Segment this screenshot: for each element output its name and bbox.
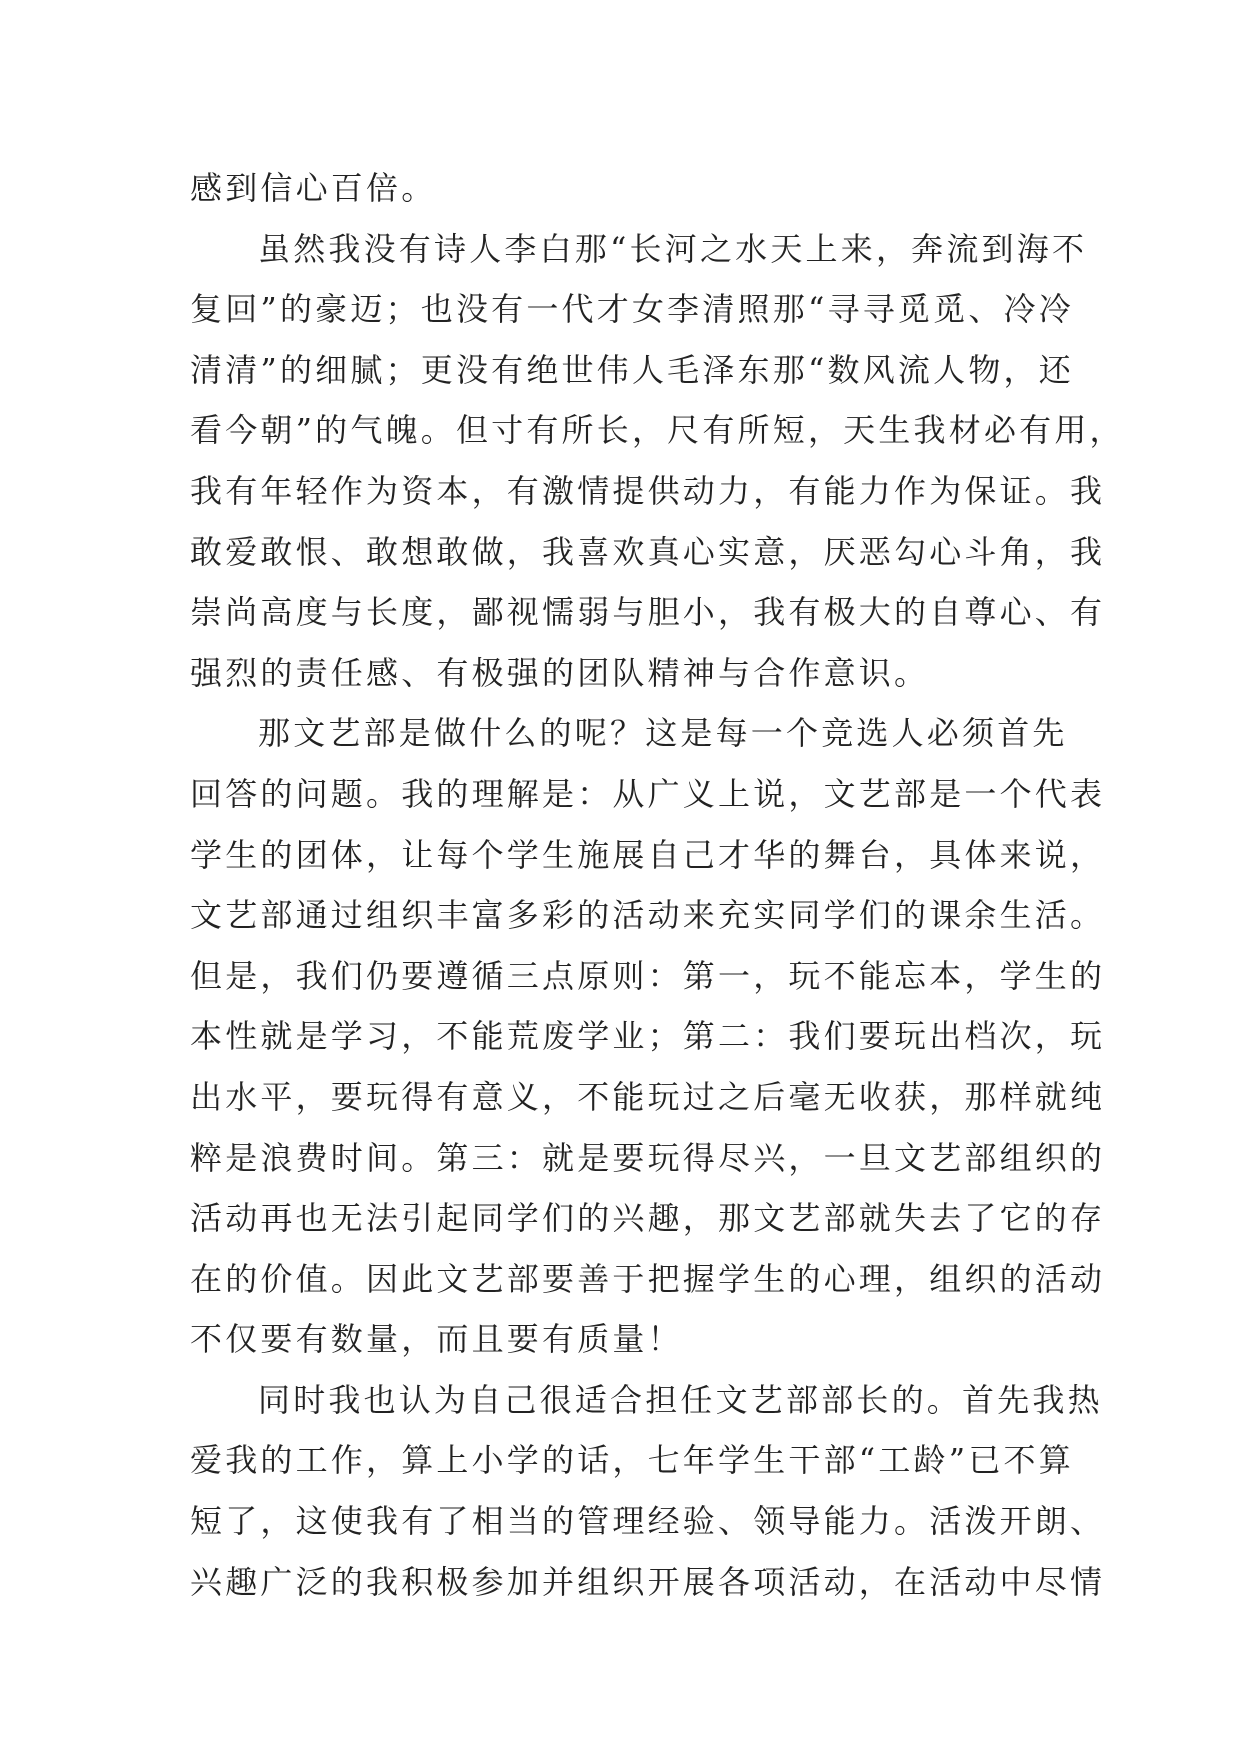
text-line: 短了，这使我有了相当的管理经验、领导能力。活泼开朗、: [190, 1502, 1106, 1541]
text-line: 那文艺部是做什么的呢？这是每一个竞选人必须首先: [258, 714, 1068, 753]
text-line: 崇尚高度与长度，鄙视懦弱与胆小，我有极大的自尊心、有: [190, 593, 1106, 632]
text-line: 学生的团体，让每个学生施展自己才华的舞台，具体来说，: [190, 835, 1106, 874]
text-line: 清清”的细腻；更没有绝世伟人毛泽东那“数风流人物，还: [190, 350, 1074, 389]
text-line: 回答的问题。我的理解是：从广义上说，文艺部是一个代表: [190, 774, 1106, 813]
text-line: 感到信心百倍。: [190, 169, 437, 207]
text-line: 复回”的豪迈；也没有一代才女李清照那“寻寻觅觅、冷冷: [190, 290, 1074, 329]
text-line: 看今朝”的气魄。但寸有所长，尺有所短，天生我材必有用，: [190, 411, 1125, 450]
text-line: 同时我也认为自己很适合担任文艺部部长的。首先我热: [258, 1380, 1103, 1419]
text-line: 我有年轻作为资本，有激情提供动力，有能力作为保证。我: [190, 471, 1106, 510]
text-line: 在的价值。因此文艺部要善于把握学生的心理，组织的活动: [190, 1259, 1106, 1298]
text-line: 兴趣广泛的我积极参加并组织开展各项活动，在活动中尽情: [190, 1562, 1106, 1601]
text-line: 本性就是学习，不能荒废学业；第二：我们要玩出档次，玩: [190, 1017, 1106, 1056]
body-text: [190, 158, 1125, 1612]
text-line: 粹是浪费时间。第三：就是要玩得尽兴，一旦文艺部组织的: [190, 1138, 1106, 1177]
text-line: 爱我的工作，算上小学的话，七年学生干部“工龄”已不算: [190, 1441, 1074, 1480]
text-line: 不仅要有数量，而且要有质量！: [190, 1320, 683, 1359]
text-line: 出水平，要玩得有意义，不能玩过之后毫无收获，那样就纯: [190, 1077, 1106, 1116]
text-line: 虽然我没有诗人李白那“长河之水天上来，奔流到海不: [258, 229, 1088, 268]
text-line: 文艺部通过组织丰富多彩的活动来充实同学们的课余生活。: [190, 896, 1106, 935]
text-line: 敢爱敢恨、敢想敢做，我喜欢真心实意，厌恶勾心斗角，我: [190, 532, 1106, 571]
text-line: 活动再也无法引起同学们的兴趣，那文艺部就失去了它的存: [190, 1199, 1106, 1238]
text-line: 但是，我们仍要遵循三点原则：第一，玩不能忘本，学生的: [190, 956, 1106, 995]
text-line: 强烈的责任感、有极强的团队精神与合作意识。: [190, 653, 930, 692]
